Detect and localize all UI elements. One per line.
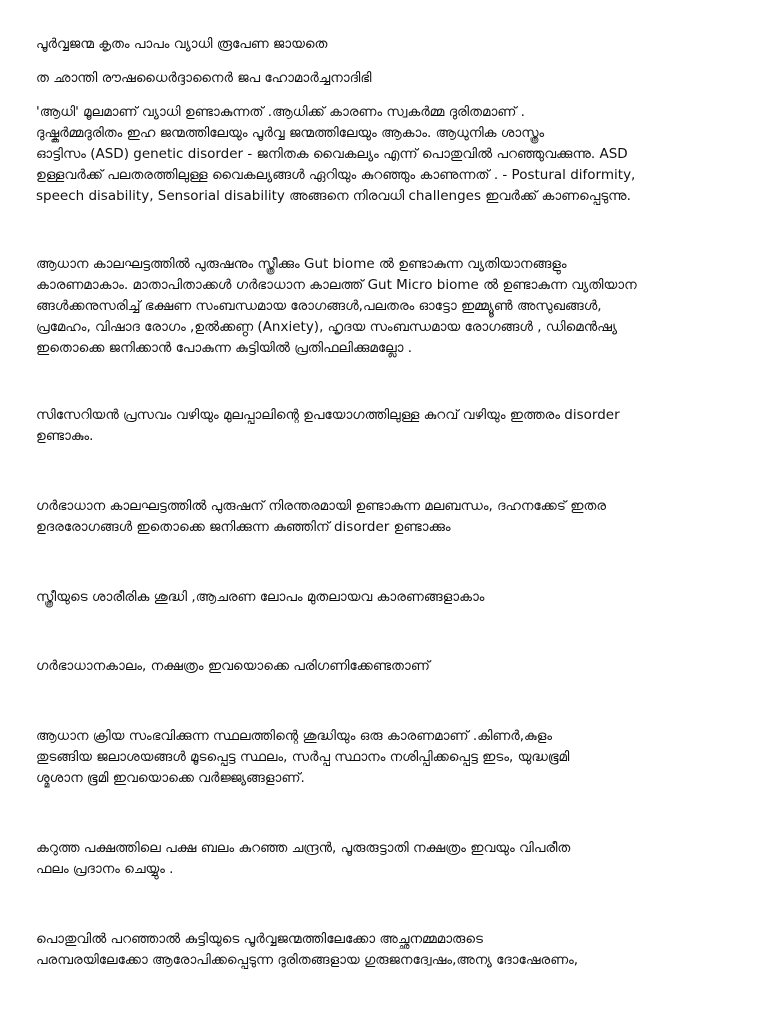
paragraph-gut-biome [36,254,736,359]
paragraph-adhi-vyadhi [36,102,736,207]
text-line: തുടങ്ങിയ ജലാശയങ്ങൾ മൂടപ്പെട്ട സ്ഥലം, സർപ്പ സ്ഥാനം നശിപ്പിക്കപ്പെട്ട ഇടം, യുദ്ധഭൂമി [36,749,570,765]
text-line: ആധാന ക്രിയ സംഭവിക്കുന്ന സ്ഥലത്തിന്റെ ശുദ്ധിയും ഒരു കാരണമാണ് .കിണർ,കുളം [36,728,553,744]
text-line: ശ്മശാന ഭൂമി ഇവയൊക്കെ വർജ്ജ്യങ്ങളാണ്. [36,770,305,786]
verse-line-1 [36,34,736,55]
text-line: ഉള്ളവർക്ക് പലതരത്തിലുള്ള വൈകല്യങ്ങൾ ഏറിയും കുറഞ്ഞും കാണുന്നത് . - Postural diformity, [36,167,636,183]
paragraph-nakshatra [36,656,736,677]
text-line: ഇതൊക്കെ ജനിക്കാൻ പോകുന്ന കുട്ടിയിൽ പ്രതിഫലിക്കുമല്ലോ . [36,340,413,356]
text-line: ങ്ങൾക്കനുസരിച്ച് ഭക്ഷണ സംബന്ധമായ രോഗങ്ങൾ,പലതരം ഓട്ടോ ഇമ്മ്യൂൺ അസുഖങ്ങൾ, [36,298,602,314]
text-line: കറുത്ത പക്ഷത്തിലെ പക്ഷ ബലം കുറഞ്ഞ ചന്ദ്രൻ, പൂരുരുട്ടാതി നക്ഷത്രം ഇവയും വിപരീത [36,840,571,856]
paragraph-constipation [36,496,736,538]
paragraph-moon [36,838,736,880]
text-line: പൊതുവിൽ പറഞ്ഞാൽ കുട്ടിയുടെ പൂർവ്വജന്മത്തിലേക്കോ അച്ഛനമ്മമാരുടെ [36,931,483,947]
text-line: ആധാന കാലഘട്ടത്തിൽ പുരുഷനും സ്ത്രീക്കും Gut biome ൽ ഉണ്ടാകുന്ന വ്യതിയാനങ്ങളും [36,256,567,272]
paragraph-purity [36,587,736,608]
paragraph-cesarean [36,405,736,447]
text-line: ഉദരരോഗങ്ങൾ ഇതൊക്കെ ജനിക്കുന്ന കുഞ്ഞിന് disorder ഉണ്ടാക്കും [36,519,451,535]
text-line: സ്ത്രീയുടെ ശാരീരിക ശുദ്ധി ,ആചരണ ലോപം മുതലായവ കാരണങ്ങളാകാം [36,589,485,605]
text-line: സിസേറിയൻ പ്രസവം വഴിയും മുലപ്പാലിന്റെ ഉപയോഗത്തിലുള്ള കുറവ് വഴിയും ഇത്തരം disorder [36,407,620,423]
text-line: ഗർഭാധാനകാലം, നക്ഷത്രം ഇവയൊക്കെ പരിഗണിക്കേണ്ടതാണ് [36,658,430,674]
text-line: ഗർഭാധാന കാലഘട്ടത്തിൽ പുരുഷന് നിരന്തരമായി ഉണ്ടാകുന്ന മലബന്ധം, ദഹനക്കേട് ഇതര [36,498,607,514]
text-line: 'ആധി' മൂലമാണ് വ്യാധി ഉണ്ടാകുന്നത് .ആധിക്ക് കാരണം സ്വകർമ്മ ദുരിതമാണ് . [36,104,525,120]
text-line: ഫലം പ്രദാനം ചെയ്യും . [36,861,174,877]
paragraph-summary [36,929,736,971]
text-line: പ്രമേഹം, വിഷാദ രോഗം ,ഉൽക്കണ്ഠ (Anxiety), ഹൃദയ സംബന്ധമായ രോഗങ്ങൾ , ഡിമെൻഷ്യ [36,319,618,335]
paragraph-location [36,726,736,789]
text-line: ത ഛാന്തി രൗഷധൈർദ്ദാനൈർ ജപ ഹോമാർച്ചനാദിഭി [36,70,372,86]
text-line: ഓട്ടിസം (ASD) genetic disorder - ജനിതക വൈകല്യം എന്ന് പൊതുവിൽ പറഞ്ഞുവക്കുന്നു. ASD [36,146,628,162]
text-line: കാരണമാകാം. മാതാപിതാക്കൾ ഗർഭാധാന കാലത്ത് Gut Micro biome ൽ ഉണ്ടാകുന്ന വ്യതിയാന [36,277,637,293]
text-line: ദുഷ്കർമ്മദുരിതം ഇഹ ജന്മത്തിലേയും പൂർവ്വ ജന്മത്തിലേയും ആകാം. ആധുനിക ശാസ്ത്രം [36,125,545,141]
text-line: ഉണ്ടാകും. [36,428,94,444]
text-line: പൂർവ്വജന്മ കൃതം പാപം വ്യാധി രൂപേണ ജായതെ [36,36,328,52]
text-line: പരമ്പരയിലേക്കോ ആരോപിക്കപ്പെടുന്ന ദുരിതങ്ങളായ ഗുരുജനദ്വേഷം,അന്യ ദോഷേരണം, [36,952,579,968]
verse-line-2 [36,68,736,89]
text-line: speech disability, Sensorial disability അങ്ങനെ നിരവധി challenges ഇവർക്ക് കാണപ്പെടുന്നു. [36,188,631,204]
